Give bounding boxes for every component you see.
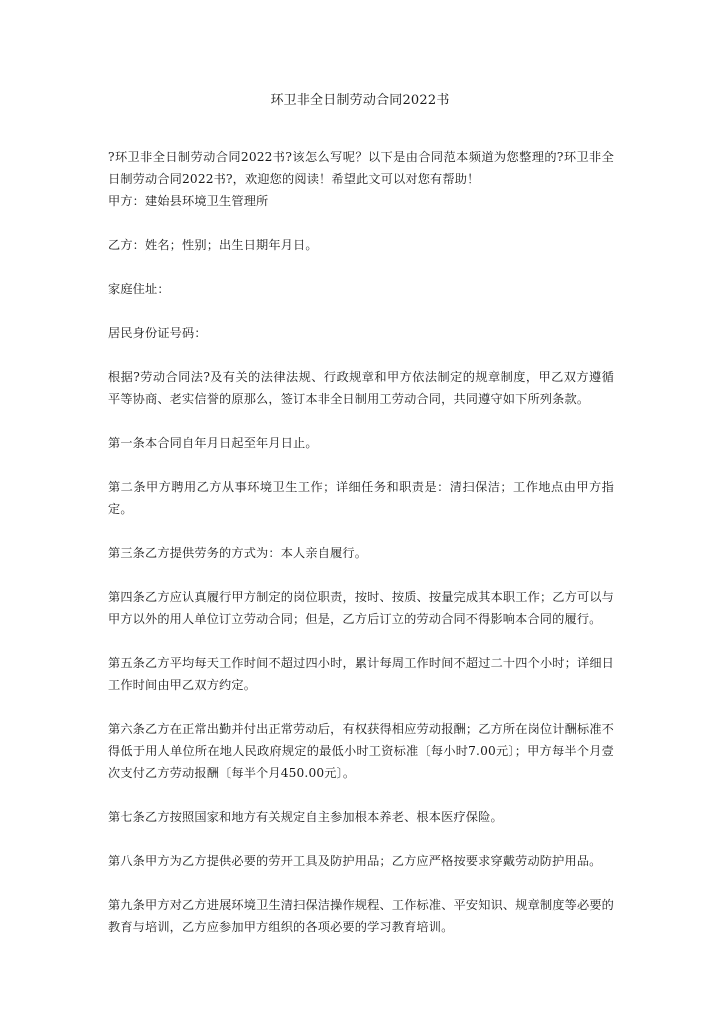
article-8: 第八条甲方为乙方提供必要的劳开工具及防护用品；乙方应严格按要求穿戴劳动防护用品。 xyxy=(108,854,602,868)
home-address-line: 家庭住址： xyxy=(108,282,170,296)
article-3: 第三条乙方提供劳务的方式为：本人亲自履行。 xyxy=(108,546,368,560)
party-b-line: 乙方：姓名；性别；出生日期年月日。 xyxy=(108,238,318,252)
article-1: 第一条本合同自年月日起至年月日止。 xyxy=(108,436,318,450)
article-2: 第二条甲方聘用乙方从事环境卫生工作；详细任务和职责是：清扫保洁；工作地点由甲方指定。 xyxy=(108,480,614,516)
document-title: 环卫非全日制劳动合同2022书 xyxy=(270,93,450,108)
article-7: 第七条乙方按照国家和地方有关规定自主参加根本养老、根本医疗保险。 xyxy=(108,810,503,824)
party-a-line: 甲方：建始县环境卫生管理所 xyxy=(108,194,269,208)
article-9: 第九条甲方对乙方进展环境卫生清扫保洁操作规程、工作标准、平安知识、规章制度等必要的教育与培训，乙方应参加甲方组织的各项必要的学习教育培训。 xyxy=(108,898,614,934)
article-6: 第六条乙方在正常出勤并付出正常劳动后，有权获得相应劳动报酬；乙方所在岗位计酬标准不得低于用人单位所在地人民政府规定的最低小时工资标准〔每小时7.00元〕；甲方每半个月壹次支付乙方劳动报酬〔每半个月450.00元〕。 xyxy=(108,722,614,780)
id-number-line: 居民身份证号码： xyxy=(108,326,207,340)
intro-paragraph: ?环卫非全日制劳动合同2022书?该怎么写呢？以下是由合同范本频道为您整理的?环卫非全日制劳动合同2022书?，欢迎您的阅读！希望此文可以对您有帮助！ xyxy=(108,150,614,186)
article-5: 第五条乙方平均每天工作时间不超过四小时，累计每周工作时间不超过二十四个小时；详细日工作时间由甲乙双方约定。 xyxy=(108,656,614,692)
article-4: 第四条乙方应认真履行甲方制定的岗位职责，按时、按质、按量完成其本职工作；乙方可以与甲方以外的用人单位订立劳动合同；但是，乙方后订立的劳动合同不得影响本合同的履行。 xyxy=(108,590,614,626)
document-body xyxy=(108,146,614,938)
preamble-paragraph: 根据?劳动合同法?及有关的法律法规、行政规章和甲方依法制定的规章制度，甲乙双方遵循平等协商、老实信誉的原那么，签订本非全日制用工劳动合同，共同遵守如下所列条款。 xyxy=(108,370,614,406)
